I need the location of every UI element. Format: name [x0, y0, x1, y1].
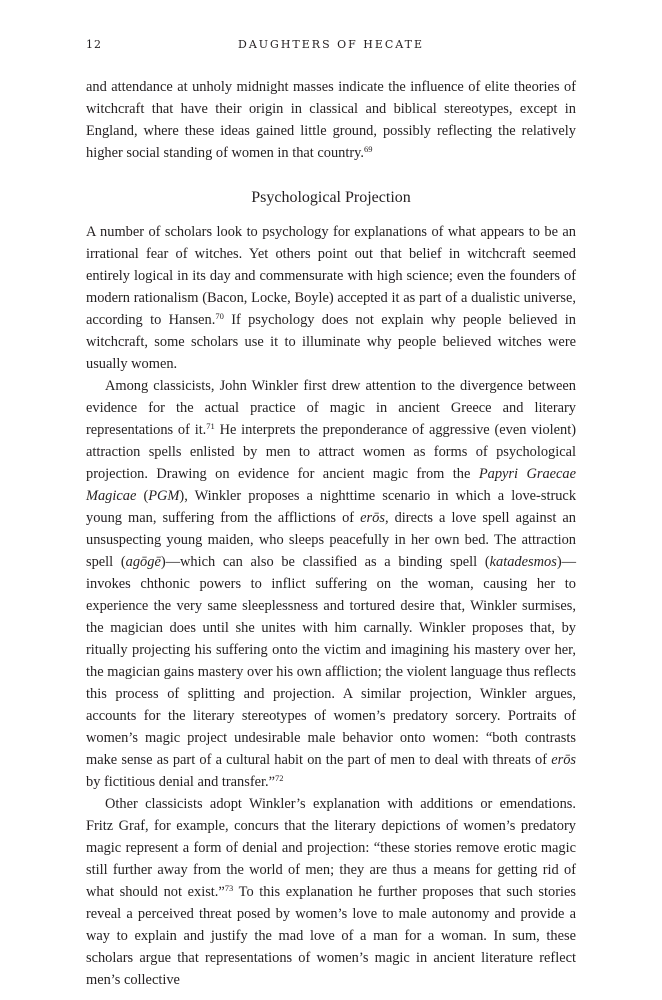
italic-term: erōs [551, 752, 576, 768]
running-title: DAUGHTERS OF HECATE [238, 38, 424, 51]
italic-title: Papyri Graecae Magicae [86, 466, 576, 504]
paragraph-text: )—which can also be classified as a binding spell ( [160, 554, 490, 570]
page-number: 12 [86, 38, 102, 51]
paragraph-text: , directs a love spell against an unsuspecting young maiden, who sleeps peacefully in her own bed. The attraction spell ( [86, 510, 576, 570]
paragraph-text: ), Winkler proposes a nighttime scenario in which a love-struck young man, suffering from the afflictions of [86, 488, 577, 526]
paragraph-text: He interprets the preponderance of aggressive (even violent) attraction spells enlisted by men to attract women as forms of psychological projection. Drawing on evidence for ancient magic from the [86, 422, 577, 482]
paragraph-text: Among classicists, John Winkler first drew attention to the divergence between evidence for the actual practice of magic in ancient Greece and literary representations of it. [86, 378, 576, 438]
paragraph-4 [86, 793, 576, 991]
footnote-marker: 72 [275, 773, 284, 783]
paragraph-1 [86, 76, 576, 164]
footnote-marker: 69 [364, 144, 373, 154]
paragraph-text: and attendance at unholy midnight masses indicate the influence of elite theories of witchcraft that have their origin in classical and biblical stereotypes, except in England, where these ideas gained little ground, possibly reflecting the relatively higher social standing of women in that country. [86, 79, 576, 161]
paragraph-text: Other classicists adopt Winkler’s explanation with additions or emendations. Fritz Graf, for example, concurs that the literary depictions of women’s predatory magic represent a form of denial and projection: “these stories remove erotic magic still further away from the world of men; they are thus a means for getting rid of what should not exist.” [86, 796, 576, 900]
paragraph-text: To this explanation he further proposes that such stories reveal a perceived threat posed by women’s love to male autonomy and provide a way to explain and justify the mad love of a man for a woman. In sum, these scholars argue that representations of women’s magic in ancient literature reflect men’s collective [86, 884, 577, 988]
italic-term: agōgē [125, 554, 161, 570]
footnote-marker: 70 [215, 311, 224, 321]
paragraph-text: ( [136, 488, 149, 504]
paragraph-text: by fictitious denial and transfer.” [86, 774, 276, 790]
body-text [86, 76, 576, 991]
paragraph-text: If psychology does not explain why people believed in witchcraft, some scholars use it to illuminate why people believed witches were usually women. [86, 312, 576, 372]
footnote-marker: 73 [224, 883, 234, 893]
italic-term: katadesmos [489, 554, 557, 570]
section-heading: Psychological Projection [251, 189, 411, 206]
paragraph-text: )—invokes chthonic powers to inflict suffering on the woman, causing her to experience the very same sleeplessness and tortured desire that, Winkler surmises, the magician does until she unites with him carnally. Winkler proposes that, by ritually projecting his suffering onto the victim and imagining his mastery over her, the magician gains mastery over his own affliction; the violent language thus reflects this process of splitting and projection. A similar projection, Winkler argues, accounts for the literary stereotypes of women’s predatory sorcery. Portraits of women’s magic project undesirable male behavior onto women: “both contrasts make sense as part of a cultural habit on the part of men to deal with threats of [86, 554, 576, 768]
footnote-marker: 71 [206, 421, 215, 431]
running-head [86, 38, 576, 52]
italic-abbreviation: PGM [148, 488, 180, 504]
paragraph-2 [86, 221, 576, 375]
italic-term: erōs [360, 510, 385, 526]
paragraph-text: A number of scholars look to psychology for explanations of what appears to be an irrational fear of witches. Yet others point out that belief in witchcraft seemed entirely logical in its day and commensurate with high science; even the founders of modern rationalism (Bacon, Locke, Boyle) accepted it as part of a dualistic universe, according to Hansen. [86, 224, 576, 328]
paragraph-3 [86, 375, 576, 793]
